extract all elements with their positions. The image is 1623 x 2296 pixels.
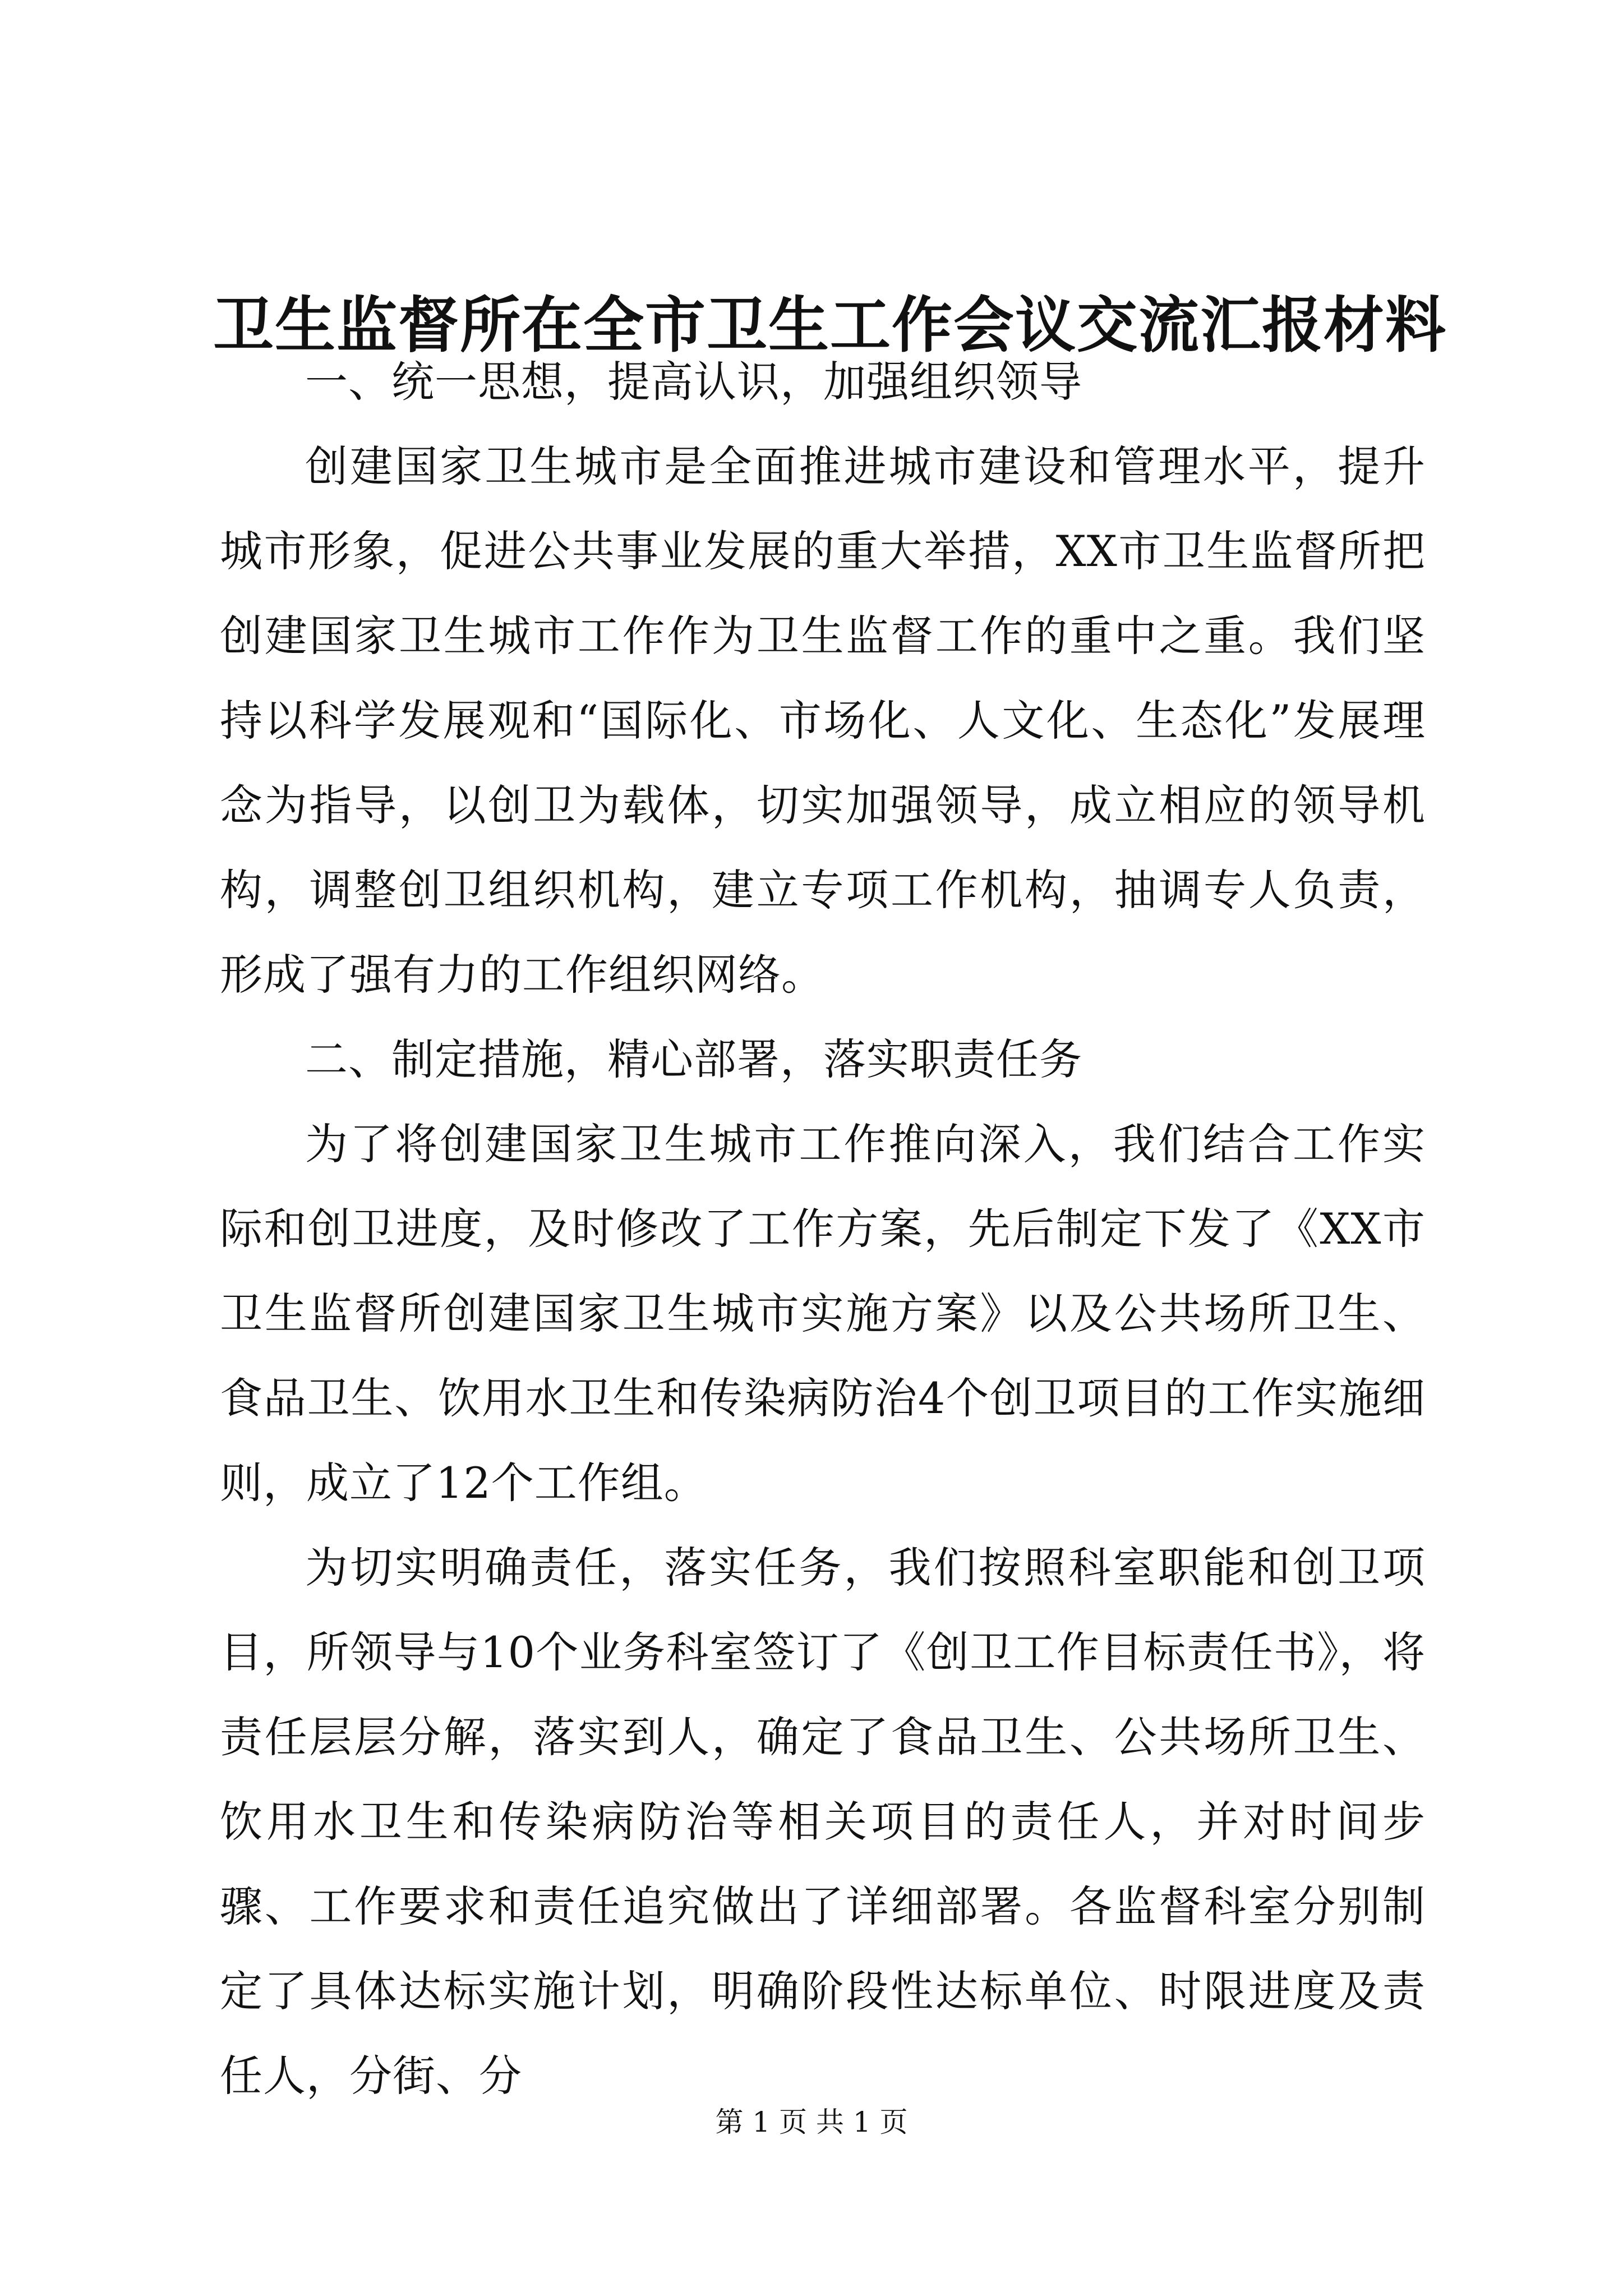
section-heading-1: 一、统一思想，提高认识，加强组织领导 — [305, 357, 1082, 407]
body-paragraph-2: 为了将创建国家卫生城市工作推向深入，我们结合工作实际和创卫进度，及时修改了工作方案，先后制定下发了《XX市卫生监督所创建国家卫生城市实施方案》以及公共场所卫生、食品卫生、饮用水卫生和传染病防治4个创卫项目的工作实施细则，成立了12个工作组。 — [220, 1119, 1426, 1508]
document-body — [220, 339, 1426, 2118]
section-heading-2: 二、制定措施，精心部署，落实职责任务 — [305, 1034, 1082, 1084]
body-paragraph-1: 创建国家卫生城市是全面推进城市建设和管理水平，提升城市形象，促进公共事业发展的重大举措，XX市卫生监督所把创建国家卫生城市工作作为卫生监督工作的重中之重。我们坚持以科学发展观和“国际化、市场化、人文化、生态化”发展理念为指导，以创卫为载体，切实加强领导，成立相应的领导机构，调整创卫组织机构，建立专项工作机构，抽调专人负责，形成了强有力的工作组织网络。 — [220, 441, 1426, 1000]
page-footer: 第 1 页 共 1 页 — [715, 2106, 908, 2138]
body-paragraph-3: 为切实明确责任，落实任务，我们按照科室职能和创卫项目，所领导与10个业务科室签订了《创卫工作目标责任书》，将责任层层分解，落实到人，确定了食品卫生、公共场所卫生、饮用水卫生和传染病防治等相关项目的责任人，并对时间步骤、工作要求和责任追究做出了详细部署。各监督科室分别制定了具体达标实施计划，明确阶段性达标单位、时限进度及责任人，分街、分 — [220, 1543, 1426, 2101]
document-title: 卫生监督所在全市卫生工作会议交流汇报材料 — [213, 290, 1447, 361]
